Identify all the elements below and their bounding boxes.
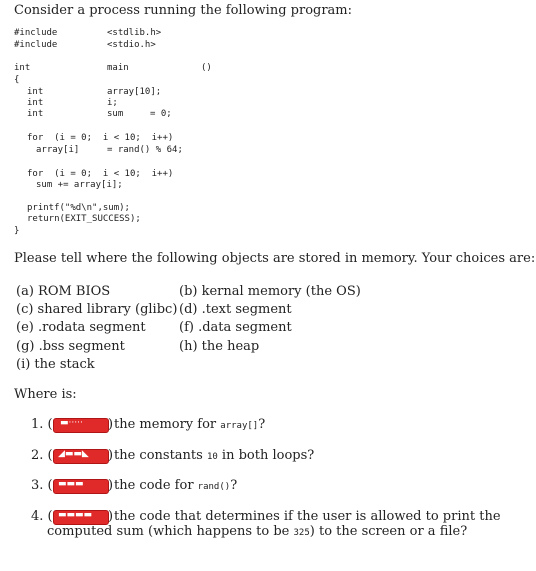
question-3-close-paren: ) xyxy=(108,478,114,493)
code-return: return(EXIT_SUCCESS); xyxy=(27,214,141,224)
question-4-number: 4. ( xyxy=(31,509,53,524)
code-main-name: main xyxy=(107,63,129,73)
question-2-text: the constants 10 in both loops? xyxy=(114,448,315,463)
code-include-1: #include xyxy=(14,28,58,38)
code-printf: printf("%d\n",sum); xyxy=(27,203,130,213)
choice-d: (d) .text segment xyxy=(179,302,292,317)
answer-2-redaction: ◢▬▬◣ xyxy=(53,449,109,464)
code-loop-2-body: sum += array[i]; xyxy=(36,180,123,190)
question-3-number: 3. ( xyxy=(31,478,53,493)
answer-4-redaction: ▬▬▬▬ xyxy=(53,510,109,525)
code-decl-3-name: sum xyxy=(107,109,124,119)
code-loop-1-head: for (i = 0; i < 10; i++) xyxy=(27,133,174,143)
choice-a: (a) ROM BIOS xyxy=(16,284,111,299)
code-decl-2-type: int xyxy=(27,98,44,108)
answer-1-redaction: ▬····· xyxy=(53,418,109,433)
question-4-close-paren: ) xyxy=(108,509,114,524)
code-decl-1-name: array[10]; xyxy=(107,87,162,97)
question-4-text-line-2: computed sum (which happens to be 325) to the screen or a file? xyxy=(47,524,468,539)
question-2-close-paren: ) xyxy=(108,448,114,463)
question-3-text: the code for rand()? xyxy=(114,478,238,493)
where-is-label: Where is: xyxy=(14,387,77,402)
question-1-close-paren: ) xyxy=(108,417,114,432)
code-include-2: #include xyxy=(14,40,58,50)
code-main-type: int xyxy=(14,63,31,73)
code-include-2-file: <stdio.h> xyxy=(107,40,156,50)
code-loop-1-rhs: = rand() % 64; xyxy=(107,145,183,155)
prompt-text: Please tell where the following objects are stored in memory. Your choices are: xyxy=(14,251,536,266)
code-include-1-file: <stdlib.h> xyxy=(107,28,162,38)
code-decl-3-init: = 0; xyxy=(150,109,172,119)
code-loop-2-head: for (i = 0; i < 10; i++) xyxy=(27,169,174,179)
code-open-brace: { xyxy=(14,75,20,85)
choice-h: (h) the heap xyxy=(179,339,260,354)
choice-c: (c) shared library (glibc) xyxy=(16,302,178,317)
choice-e: (e) .rodata segment xyxy=(16,320,146,335)
code-decl-1-type: int xyxy=(27,87,44,97)
choice-g: (g) .bss segment xyxy=(16,339,125,354)
answer-3-redaction: ▬▬▬ xyxy=(53,479,109,494)
question-1-number: 1. ( xyxy=(31,417,53,432)
code-close-brace: } xyxy=(14,226,20,236)
question-1-text: the memory for array[]? xyxy=(114,417,266,432)
code-decl-3-type: int xyxy=(27,109,44,119)
choice-i: (i) the stack xyxy=(16,357,95,372)
choice-f: (f) .data segment xyxy=(179,320,292,335)
code-main-parens: () xyxy=(201,63,212,73)
intro-text: Consider a process running the following program: xyxy=(14,3,353,18)
question-2-number: 2. ( xyxy=(31,448,53,463)
code-decl-2-name: i; xyxy=(107,98,118,108)
choice-b: (b) kernal memory (the OS) xyxy=(179,284,361,299)
question-4-text-line-1: the code that determines if the user is allowed to print the xyxy=(114,509,501,524)
code-loop-1-lhs: array[i] xyxy=(36,145,80,155)
